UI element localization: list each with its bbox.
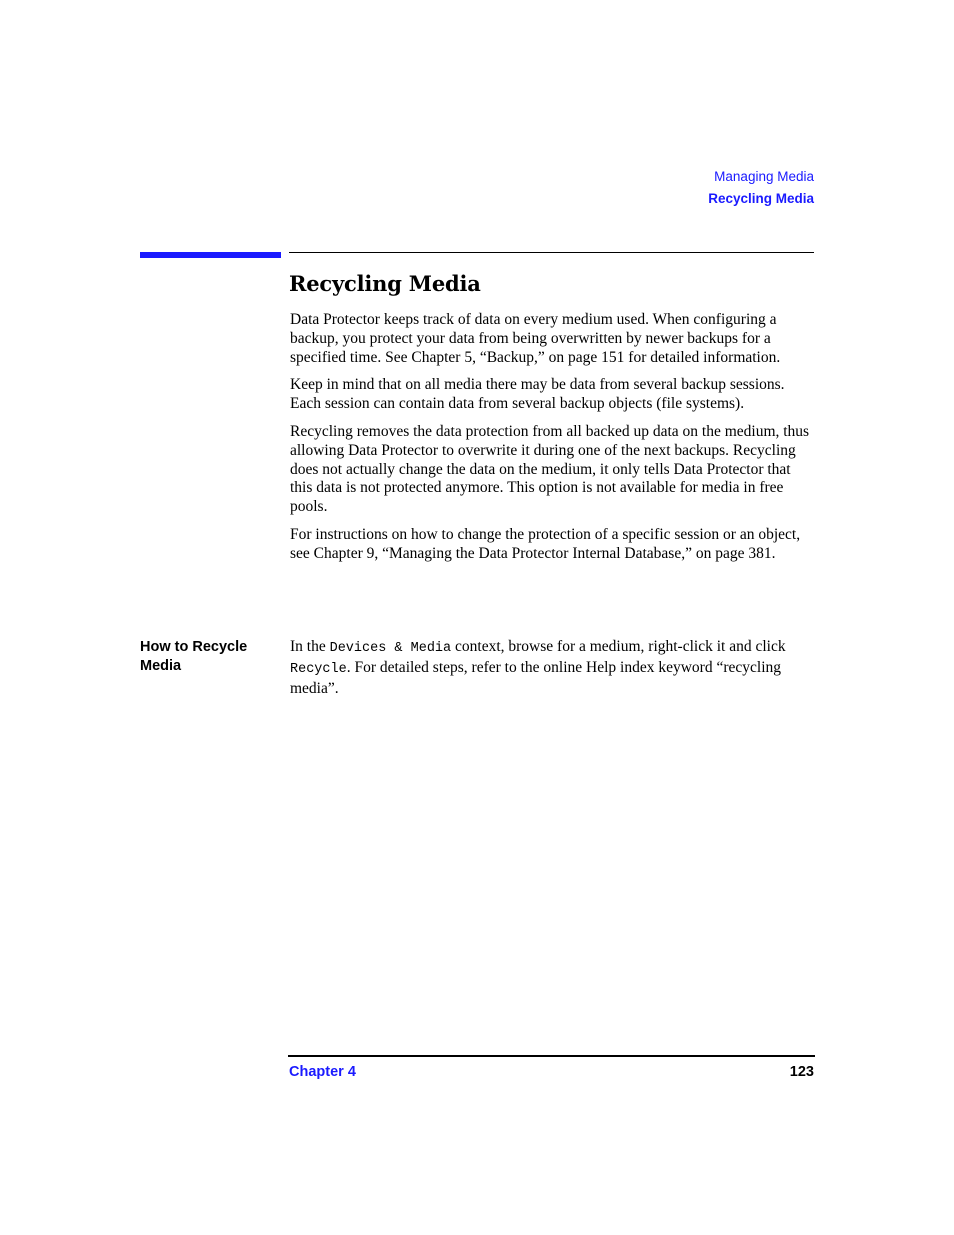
footer-page-number: 123 bbox=[789, 1064, 814, 1080]
recycle-command-code: Recycle bbox=[290, 661, 347, 677]
devices-media-context-code: Devices & Media bbox=[329, 641, 452, 656]
footer-chapter: Chapter 4 bbox=[289, 1064, 356, 1080]
how-to-heading: How to Recycle Media bbox=[140, 639, 248, 674]
how-to-text-part-3: . For detailed steps, refer to the online Help index keyword “recycling media”. bbox=[290, 658, 782, 697]
section-accent-bar bbox=[140, 252, 281, 258]
section-top-rule bbox=[289, 252, 814, 253]
page-title: Recycling Media bbox=[289, 271, 481, 296]
running-header-chapter: Managing Media bbox=[714, 169, 814, 184]
paragraph-2: Keep in mind that on all media there may be data from several backup sessions. Each session can contain data from several backup objects (file systems). bbox=[290, 376, 785, 413]
how-to-text-part-1: In the bbox=[290, 638, 330, 655]
body-text bbox=[290, 311, 815, 573]
how-to-text-part-2: context, browse for a medium, right-click it and click bbox=[451, 638, 786, 655]
paragraph-3: Recycling removes the data protection from all backed up data on the medium, thus allowing Data Protector to overwrite it during one of the next backups. Recycling does not actually change the data on the medium, it only tells Data Protector that this data is not protected anymore. This option is not available for media in free pools. bbox=[290, 422, 810, 516]
paragraph-1: Data Protector keeps track of data on every medium used. When configuring a backup, you protect your data from being overwritten by newer backups for a specified time. See Chapter 5, “Backup,” on page 151 for detailed information. bbox=[290, 311, 781, 366]
paragraph-4: For instructions on how to change the protection of a specific session or an object, see Chapter 9, “Managing the Data Protector Internal Database,” on page 381. bbox=[290, 525, 801, 562]
running-header-section: Recycling Media bbox=[708, 191, 814, 206]
running-header bbox=[708, 166, 814, 210]
how-to-text bbox=[290, 638, 815, 698]
footer-rule bbox=[288, 1055, 815, 1057]
how-to-paragraph bbox=[290, 638, 815, 698]
